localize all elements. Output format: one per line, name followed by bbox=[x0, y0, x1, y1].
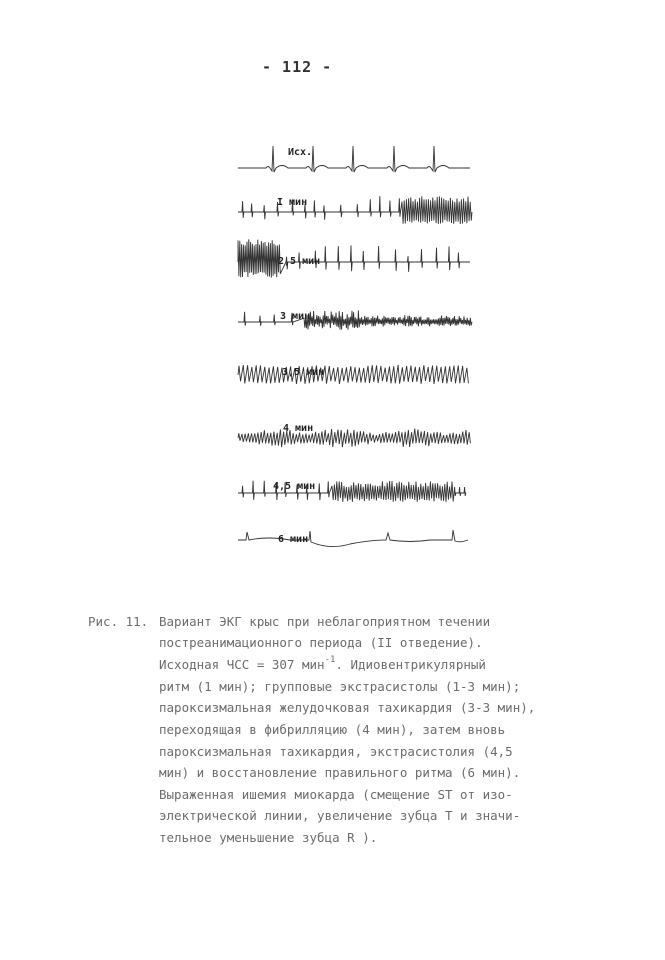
trace-label-3-5min: 3,5 мин bbox=[282, 367, 325, 378]
trace-label-4-5min: 4,5 мин bbox=[273, 481, 316, 492]
caption-line-1: Вариант ЭКГ крыс при неблагоприятном течении bbox=[159, 614, 491, 629]
trace-label-3min: 3 мин bbox=[280, 311, 311, 322]
trace-label-4min: 4 мин bbox=[283, 423, 314, 434]
figure-number: Рис. 11. bbox=[88, 614, 149, 629]
caption-superscript: -1 bbox=[324, 655, 336, 665]
ecg-trace-3-5min bbox=[238, 365, 468, 384]
ecg-trace-baseline bbox=[238, 146, 470, 172]
caption-line-8: мин) и восстановление правильного ритма (6 мин). bbox=[159, 765, 521, 780]
caption-line-10: электрической линии, увеличение зубца Т и значи- bbox=[159, 808, 521, 823]
caption-line-2: постреанимационного периода (II отведение). bbox=[159, 635, 483, 650]
trace-label-2-5min: 2,5 мин bbox=[278, 256, 321, 267]
ecg-trace-2-5min bbox=[238, 239, 470, 277]
caption-line-11: тельное уменьшение зубца R ). bbox=[159, 830, 378, 845]
ecg-trace-3min bbox=[238, 310, 472, 329]
ecg-trace-1min bbox=[238, 196, 472, 224]
caption-line-9: Выраженная ишемия миокарда (смещение ST от изо- bbox=[159, 787, 513, 802]
caption-line-7: пароксизмальная тахикардия, экстрасистолия (4,5 bbox=[159, 744, 513, 759]
ecg-trace-4min bbox=[238, 429, 470, 448]
caption-line-3 bbox=[159, 654, 486, 676]
ecg-trace-6min bbox=[238, 530, 468, 547]
trace-label-baseline: Исх. bbox=[288, 147, 313, 158]
caption-line-4: ритм (1 мин); групповые экстрасистолы (1-3 мин); bbox=[159, 679, 521, 694]
caption-line-3-head: Исходная ЧСС = 307 мин bbox=[159, 657, 325, 672]
caption-line-3-tail: . Идиовентрикулярный bbox=[335, 657, 486, 672]
caption-line-5: пароксизмальная желудочковая тахикардия (3-3 мин), bbox=[159, 700, 536, 715]
trace-label-6min: 6 мин bbox=[278, 534, 309, 545]
page-number: - 112 - bbox=[262, 58, 333, 76]
trace-label-1min: I мин bbox=[277, 197, 308, 208]
caption-line-6: переходящая в фибрилляцию (4 мин), затем вновь bbox=[159, 722, 506, 737]
